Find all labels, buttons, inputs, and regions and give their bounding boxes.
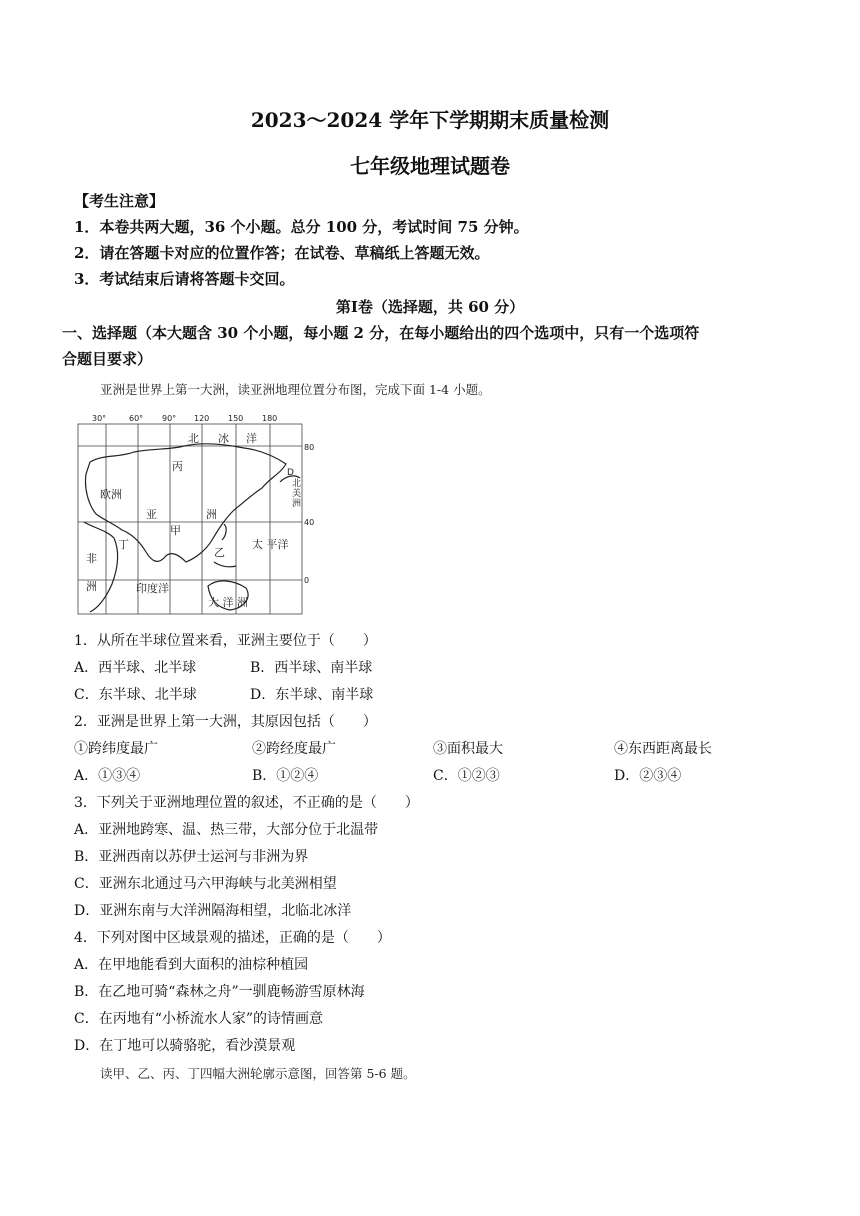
question-option[interactable]: C．在丙地有“小桥流水人家”的诗情画意 [74, 1011, 324, 1027]
notice-heading: 【考生注意】 [74, 192, 165, 210]
question-option[interactable]: B．①②④ [252, 768, 319, 784]
question-fact: ②跨经度最广 [252, 741, 336, 757]
notice-item: 3．考试结束后请将答题卡交回。 [74, 270, 295, 288]
intro-text: 读甲、乙、丙、丁四幅大洲轮廓示意图，回答第 5-6 题。 [100, 1066, 416, 1081]
intro-text: 亚洲是世界上第一大洲，读亚洲地理位置分布图，完成下面 1-4 小题。 [100, 382, 491, 397]
map-longitude-label: 150 [228, 414, 244, 423]
question-option[interactable]: C．东半球、北半球 [74, 687, 197, 703]
question-stem: 4．下列对图中区域景观的描述，正确的是（ ） [74, 930, 391, 946]
asia-location-map [74, 412, 324, 618]
exam-title: 2023～2024 学年下学期期末质量检测 [250, 108, 610, 132]
question-option[interactable]: B．在乙地可骑“森林之舟”一驯鹿畅游雪原林海 [74, 984, 365, 1000]
map-label: D [287, 468, 294, 478]
map-longitude-label: 180 [262, 414, 278, 423]
question-option[interactable]: A．①③④ [74, 768, 141, 784]
map-longitude-label: 60° [129, 414, 144, 423]
map-latitude-label: 40 [304, 518, 315, 527]
map-label: 洲 [292, 499, 302, 509]
map-label: 大 洋 洲 [208, 596, 248, 609]
map-label: 亚 [146, 508, 157, 521]
map-label: 甲 [170, 524, 181, 537]
map-label: 太 平洋 [252, 538, 289, 551]
question-option[interactable]: A．西半球、北半球 [74, 660, 197, 676]
map-label: 非 [86, 552, 97, 565]
question-option[interactable]: D．②③④ [614, 768, 682, 784]
map-label: 美 [292, 489, 302, 499]
question-option[interactable]: B．亚洲西南以苏伊士运河与非洲为界 [74, 849, 309, 865]
map-label: 洲 [206, 508, 217, 521]
question-option[interactable]: A．亚洲地跨寒、温、热三带，大部分位于北温带 [74, 822, 379, 838]
map-label: 丁 [118, 538, 129, 551]
map-latitude-label: 80 [304, 443, 315, 452]
question-stem: 3．下列关于亚洲地理位置的叙述，不正确的是（ ） [74, 795, 419, 811]
map-longitude-label: 120 [194, 414, 210, 423]
map-label: 洋 [246, 432, 257, 445]
map-longitude-label: 90° [162, 414, 177, 423]
exam-subtitle: 七年级地理试题卷 [350, 154, 510, 178]
notice-item: 2．请在答题卡对应的位置作答；在试卷、草稿纸上答题无效。 [74, 244, 490, 262]
map-label: 洲 [86, 580, 97, 593]
question-option[interactable]: D．亚洲东南与大洋洲隔海相望，北临北冰洋 [74, 903, 352, 919]
question-fact: ③面积最大 [433, 741, 503, 757]
map-label: 北 [292, 479, 302, 489]
section-heading-line1: 一、选择题（本大题含 30 个小题，每小题 2 分，在每小题给出的四个选项中，只有一个选项符 [62, 324, 700, 342]
map-longitude-label: 30° [92, 414, 107, 423]
section-heading-line2: 合题目要求） [62, 350, 153, 368]
map-label: 欧洲 [100, 488, 122, 501]
map-label: 冰 [218, 432, 229, 445]
map-label: 印度洋 [136, 582, 169, 595]
part-heading: 第Ⅰ卷（选择题，共 60 分） [335, 298, 525, 316]
map-latitude-label: 0 [304, 576, 310, 585]
question-option[interactable]: B．西半球、南半球 [250, 660, 373, 676]
question-option[interactable]: D．东半球、南半球 [250, 687, 374, 703]
notice-item: 1．本卷共两大题，36 个小题。总分 100 分，考试时间 75 分钟。 [74, 218, 529, 236]
question-option[interactable]: C．亚洲东北通过马六甲海峡与北美洲相望 [74, 876, 337, 892]
question-fact: ①跨纬度最广 [74, 741, 158, 757]
map-label: 北 [188, 432, 199, 445]
question-stem: 1．从所在半球位置来看，亚洲主要位于（ ） [74, 633, 377, 649]
question-option[interactable]: A．在甲地能看到大面积的油棕种植园 [74, 957, 309, 973]
question-fact: ④东西距离最长 [614, 741, 712, 757]
map-label: 丙 [172, 460, 183, 473]
map-label: 乙 [214, 546, 225, 559]
question-option[interactable]: C．①②③ [433, 768, 500, 784]
question-stem: 2．亚洲是世界上第一大洲，其原因包括（ ） [74, 714, 377, 730]
question-option[interactable]: D．在丁地可以骑骆驼，看沙漠景观 [74, 1038, 296, 1054]
